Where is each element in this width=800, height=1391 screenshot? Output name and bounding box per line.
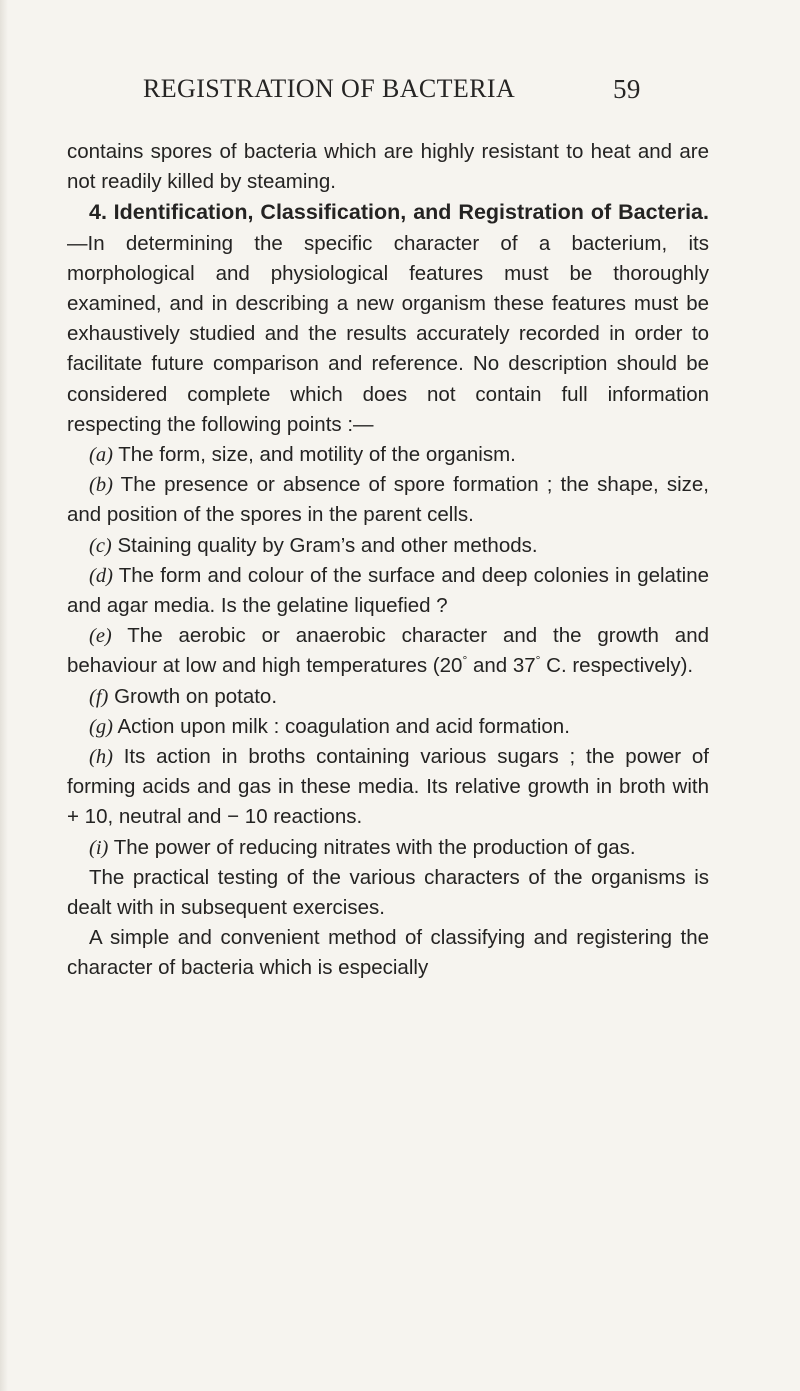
- point-item: [67, 682, 709, 712]
- point-item: [67, 621, 709, 681]
- continuation-paragraph: contains spores of bacteria which are highly resistant to heat and are not readily killed by steaming.: [67, 140, 709, 194]
- point-item: [67, 712, 709, 742]
- point-text: Staining quality by Gram’s and other methods.: [117, 533, 538, 557]
- point-text: C. respectively).: [540, 654, 694, 678]
- point-text: The form and colour of the surface and deep colonies in gelatine and agar media. Is the gelatine liquefied ?: [67, 563, 709, 618]
- point-text: Growth on potato.: [114, 684, 278, 708]
- degree-mark: °: [535, 653, 541, 668]
- degree-mark: °: [462, 653, 468, 668]
- page-header: [0, 74, 800, 114]
- point-text: Action upon milk : coagulation and acid formation.: [117, 714, 570, 738]
- section-number: 4.: [89, 200, 107, 225]
- running-title: REGISTRATION OF BACTERIA: [143, 74, 516, 103]
- point-label: (i): [89, 836, 109, 859]
- page-number: 59: [613, 74, 641, 104]
- point-label: (e): [89, 625, 112, 648]
- point-item: [67, 470, 709, 530]
- point-text: The form, size, and motility of the organism.: [118, 443, 516, 467]
- point-label: (h): [89, 746, 113, 769]
- point-item: [67, 440, 709, 470]
- point-label: (f): [89, 685, 109, 708]
- point-label: (g): [89, 715, 113, 738]
- body-text: [67, 137, 709, 984]
- closing-paragraph: A simple and convenient method of classifying and registering the character of bacteria which is especially: [67, 926, 709, 980]
- closing-paragraph: The practical testing of the various characters of the organisms is dealt with in subsequent exercises.: [67, 865, 709, 920]
- point-item: [67, 531, 709, 561]
- point-item: [67, 561, 709, 621]
- section-heading: Identification, Classification, and Registration of Bacteria.: [113, 200, 709, 225]
- point-text: Its action in broths containing various sugars ; the power of forming acids and gas in these media. Its relative growth in broth with + 10, neutral and − 10 reactions.: [67, 745, 710, 829]
- point-label: (d): [89, 564, 113, 587]
- point-text: The presence or absence of spore formation ; the shape, size, and position of the spores in the parent cells.: [67, 473, 710, 527]
- point-text: and 37: [467, 654, 536, 678]
- point-text: The power of reducing nitrates with the production of gas.: [113, 835, 636, 859]
- section-paragraph: [67, 197, 709, 440]
- point-label: (a): [89, 444, 113, 467]
- point-label: (c): [89, 534, 112, 557]
- point-label: (b): [89, 474, 113, 497]
- point-item: [67, 833, 709, 863]
- point-text: The aerobic or anaerobic character and the growth and behaviour at low and high temperatures (20: [67, 624, 710, 678]
- point-item: [67, 742, 709, 833]
- section-intro: —In determining the specific character of a bacterium, its morphological and physiological features must be thoroughly examined, and in describing a new organism these features must be exhaustively studied and the results accurately recorded in order to facilitate future comparison and reference. No description should be considered complete which does not contain full information respecting the following points :—: [67, 231, 709, 436]
